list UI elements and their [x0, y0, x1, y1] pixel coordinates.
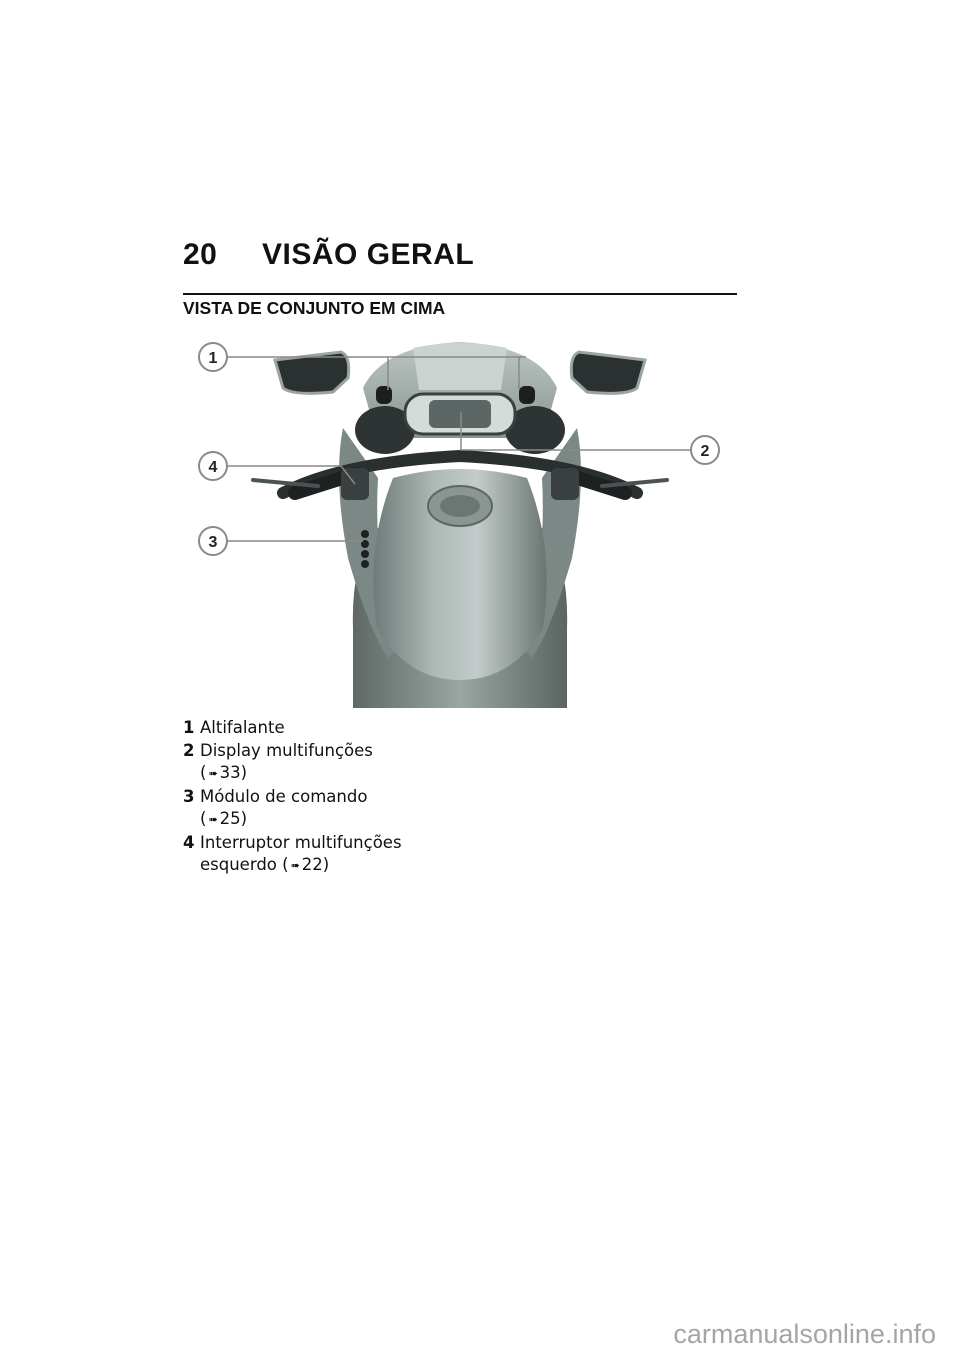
chapter-title: VISÃO GERAL [262, 238, 475, 271]
svg-text:1: 1 [208, 350, 218, 367]
page-ref-arrow-icon: ➠ [208, 813, 218, 826]
legend-text: Interruptor multifunções [200, 832, 402, 852]
page-number: 20 [183, 238, 218, 271]
callout-2 [691, 436, 719, 464]
legend-number: 2 [183, 740, 195, 760]
legend-ref-prefix: esquerdo ( [200, 855, 289, 874]
legend-number: 1 [183, 718, 195, 737]
legend-text: Altifalante [200, 718, 285, 737]
legend-ref-prefix: ( [200, 809, 207, 828]
legend-text: Display multifunções [200, 740, 373, 760]
section-title: VISTA DE CONJUNTO EM CIMA [183, 298, 446, 318]
svg-text:3: 3 [208, 534, 218, 551]
legend-list [183, 717, 463, 878]
legend-item [183, 717, 463, 740]
legend-text: Módulo de comando [200, 786, 368, 806]
legend-ref[interactable]: 25) [219, 809, 248, 828]
legend-number: 3 [183, 786, 195, 806]
page-ref-arrow-icon: ➠ [290, 859, 300, 872]
right-switch-housing [551, 468, 579, 500]
legend-number: 4 [183, 832, 195, 852]
legend-ref[interactable]: 22) [301, 855, 330, 874]
watermark: carmanualsonline.info [673, 1319, 936, 1349]
callout-3 [199, 527, 227, 555]
callout-1 [199, 343, 227, 371]
legend-item [183, 786, 463, 832]
svg-text:2: 2 [700, 443, 710, 460]
header-rule [183, 293, 737, 295]
legend-item [183, 832, 463, 878]
callout-4 [199, 452, 227, 480]
page-ref-arrow-icon: ➠ [208, 767, 218, 780]
motorcycle-top-view-illustration [183, 328, 737, 708]
left-mirror [275, 352, 349, 393]
svg-text:4: 4 [208, 459, 218, 476]
legend-item [183, 740, 463, 786]
legend-ref-prefix: ( [200, 763, 207, 782]
legend-ref[interactable]: 33) [219, 763, 248, 782]
right-mirror [571, 352, 645, 393]
